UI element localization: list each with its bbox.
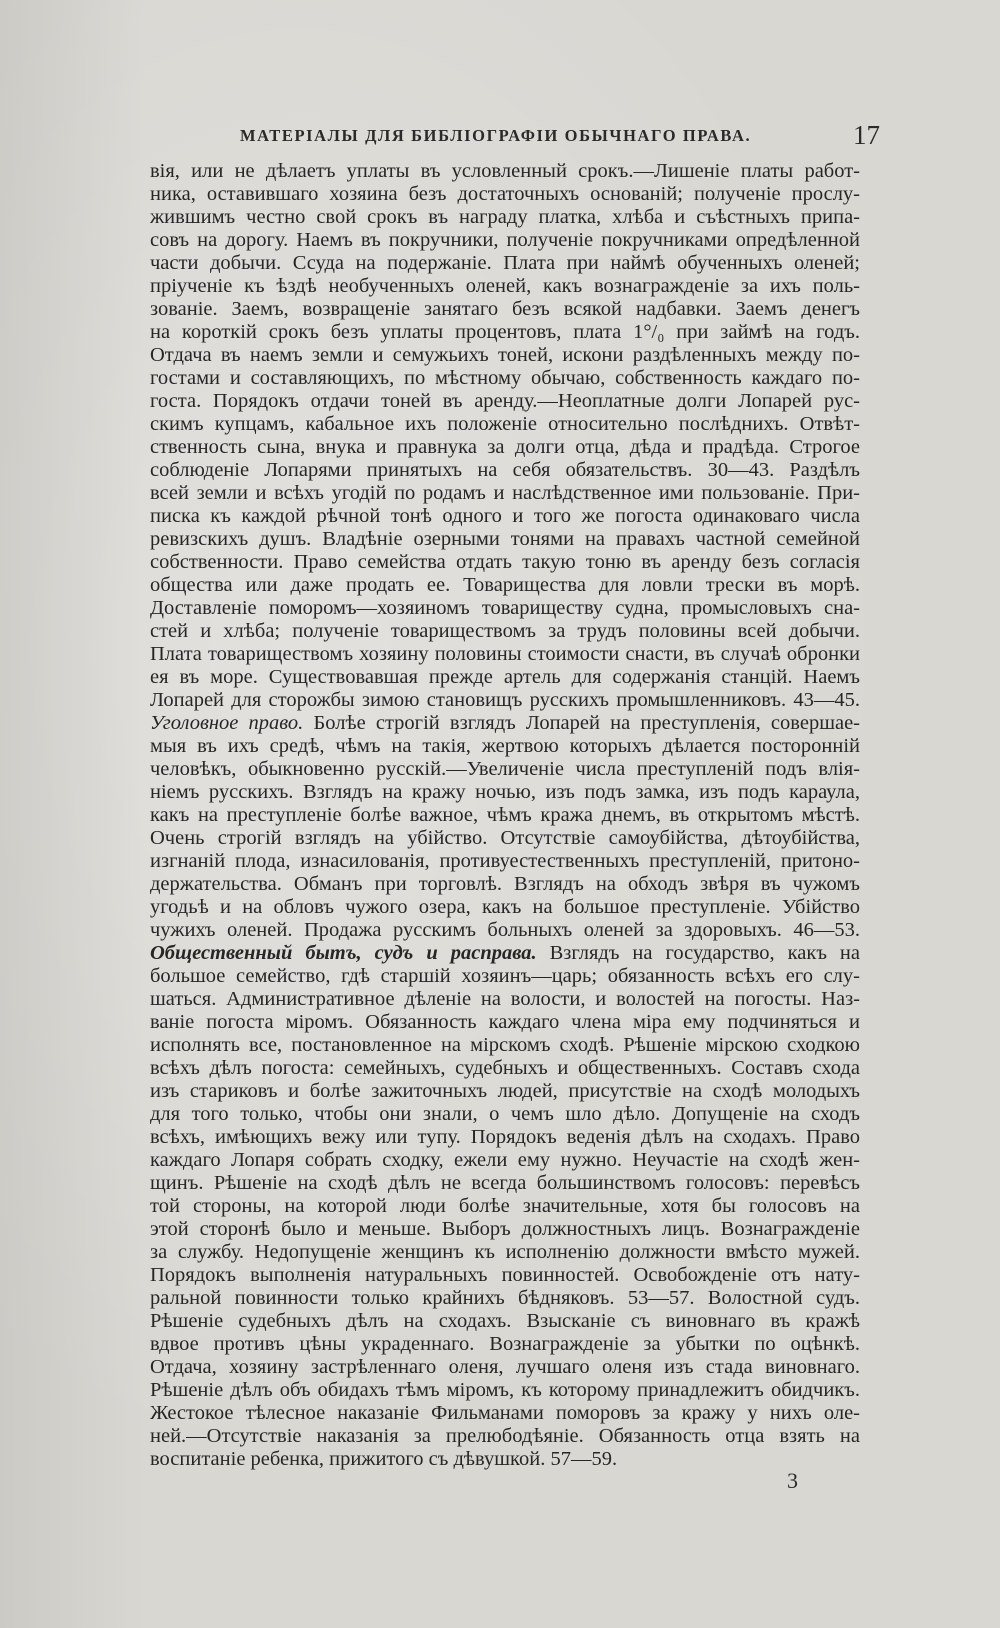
text-line: [150, 1218, 860, 1241]
text-line: [150, 459, 860, 482]
text-line: [150, 666, 860, 689]
text-line: [150, 850, 860, 873]
text-line: [150, 735, 860, 758]
line-text: совъ на дорогу. Наемъ въ покручники, полученіе покручниками опредѣленной: [150, 229, 860, 251]
line-text: ственность сына, внука и правнука за долги отца, дѣда и прадѣда. Строгое: [150, 436, 860, 458]
line-text: держательства. Обманъ при торговлѣ. Взглядъ на обходъ звѣря въ чужомъ: [150, 873, 860, 895]
line-text: мыя въ ихъ средѣ, чѣмъ на такія, жертвою которыхъ дѣлается посторонній: [150, 735, 860, 757]
text-line: [150, 344, 860, 367]
text-line: [150, 1126, 860, 1149]
text-line: [150, 965, 860, 988]
text-line: [150, 827, 860, 850]
running-title: МАТЕРІАЛЫ ДЛЯ БИБЛІОГРАФІИ ОБЫЧНАГО ПРАВА.: [240, 126, 752, 145]
text-line: [150, 275, 860, 298]
line-text: этой сторонѣ было и меньше. Выборъ должностныхъ лицъ. Вознагражденіе: [150, 1218, 860, 1240]
line-text: стей и хлѣба; полученіе товариществомъ за трудъ половины всей добычи.: [150, 620, 860, 642]
line-text: Рѣшеніе дѣлъ объ обидахъ тѣмъ міромъ, къ которому принадлежитъ обидчикъ.: [150, 1379, 860, 1401]
line-text: Болѣе строгій взглядъ Лопарей на преступленія, совершае-: [303, 712, 860, 734]
line-text: ней.—Отсутствіе наказанія за прелюбодѣяніе. Обязанность отца взять на: [150, 1425, 860, 1447]
text-line: [150, 1034, 860, 1057]
line-text: госта. Порядокъ отдачи тоней въ аренду.—Неоплатные долги Лопарей рус-: [150, 390, 860, 412]
line-text: всѣхъ, имѣющихъ вежу или тупу. Порядокъ веденія дѣлъ на сходахъ. Право: [150, 1126, 860, 1148]
line-text: угодьѣ и на обловъ чужого озера, какъ на большое преступленіе. Убійство: [150, 896, 860, 918]
line-text: вія, или не дѣлаетъ уплаты въ условленный срокъ.—Лишеніе платы работ-: [150, 160, 860, 182]
text-line: [150, 1080, 860, 1103]
text-line: [150, 160, 860, 183]
page-number: 17: [853, 120, 880, 150]
line-text: Взглядъ на государство, какъ на: [536, 942, 860, 964]
text-line: [150, 482, 860, 505]
text-line: [150, 1356, 860, 1379]
text-line: [150, 1287, 860, 1310]
section-heading: Общественный бытъ, судъ и расправа.: [150, 942, 537, 964]
line-text: соблюденіе Лопарями принятыхъ на себя обязательствъ. 30—43. Раздѣлъ: [150, 459, 860, 481]
text-line: [150, 574, 860, 597]
line-text: Отдача въ наемъ земли и семужьихъ тоней, искони раздѣленныхъ между по-: [150, 344, 860, 366]
line-text: шаться. Административное дѣленіе на волости, и волостей на погосты. Наз-: [150, 988, 860, 1010]
text-line: [150, 781, 860, 804]
text-line: [150, 1195, 860, 1218]
line-text: всей земли и всѣхъ угодій по родамъ и наслѣдственное ими пользованіе. При-: [150, 482, 860, 504]
line-text: собственности. Право семейства отдать такую тоню въ аренду безъ согласія: [150, 551, 860, 573]
line-text: Порядокъ выполненія натуральныхъ повинностей. Освобожденіе отъ нату-: [150, 1264, 860, 1286]
line-text: скимъ купцамъ, кабальное ихъ положеніе относительно послѣднихъ. Отвѣт-: [150, 413, 860, 435]
text-line: [150, 1333, 860, 1356]
text-line: [150, 896, 860, 919]
text-line: [150, 252, 860, 275]
page-header: [150, 118, 880, 152]
line-text: ея въ море. Существовавшая прежде артель для содержанія станцій. Наемъ: [150, 666, 860, 688]
line-text: всѣхъ дѣлъ погоста: семейныхъ, судебныхъ и общественныхъ. Составъ схода: [150, 1057, 860, 1079]
line-text: писка къ каждой рѣчной тонѣ одного и того же погоста одинаковаго числа: [150, 505, 860, 527]
line-text: ральной повинности только крайнихъ бѣдняковъ. 53—57. Волостной судъ.: [150, 1287, 860, 1309]
text-line: [150, 505, 860, 528]
text-line: [150, 1057, 860, 1080]
text-line: [150, 919, 860, 942]
text-line: [150, 873, 860, 896]
text-line: [150, 1425, 860, 1448]
line-text: на короткій срокъ безъ уплаты процентовъ, плата 1°/₀ при займѣ на годъ.: [150, 321, 860, 343]
line-text: какъ на преступленіе болѣе важное, чѣмъ кража днемъ, въ открытомъ мѣстѣ.: [150, 804, 860, 826]
text-line: [150, 620, 860, 643]
line-text: каждаго Лопаря собрать сходку, ежели ему нужно. Неучастіе на сходѣ жен-: [150, 1149, 860, 1171]
line-text: ревизскихъ душъ. Владѣніе озерными тонями на правахъ частной семейной: [150, 528, 860, 550]
line-text: Жестокое тѣлесное наказаніе Фильманами поморовъ за кражу у нихъ оле-: [150, 1402, 860, 1424]
text-line: [150, 1241, 860, 1264]
line-text: воспитаніе ребенка, прижитого съ дѣвушкой. 57—59.: [150, 1448, 618, 1470]
line-text: Лопарей для сторожбы зимою становищъ русскихъ промышленниковъ. 43—45.: [150, 689, 860, 711]
line-text: Отдача, хозяину застрѣленнаго оленя, лучшаго оленя изъ стада виновнаго.: [150, 1356, 860, 1378]
text-line: [150, 643, 860, 666]
page-edge-shadow: [0, 0, 145, 1628]
line-text: щинъ. Рѣшеніе на сходѣ дѣлъ не всегда большинствомъ голосовъ: перевѣсъ: [150, 1172, 860, 1194]
text-line: [150, 758, 860, 781]
line-text: ваніе погоста міромъ. Обязанность каждаго члена міра ему подчиняться и: [150, 1011, 860, 1033]
text-line: [150, 1379, 860, 1402]
line-text: зованіе. Заемъ, возвращеніе занятаго безъ всякой надбавки. Заемъ денегъ: [150, 298, 860, 320]
text-line: [150, 413, 860, 436]
line-text: для того только, чтобы они знали, о чемъ шло дѣло. Допущеніе на сходъ: [150, 1103, 860, 1125]
text-line: [150, 390, 860, 413]
text-line: [150, 1103, 860, 1126]
text-line: [150, 1448, 860, 1471]
text-line: [150, 551, 860, 574]
text-line: [150, 689, 860, 712]
text-line: [150, 804, 860, 827]
line-text: исполнять все, постановленное на мірскомъ сходѣ. Рѣшеніе мірскою сходкою: [150, 1034, 860, 1056]
text-line: [150, 712, 860, 735]
line-text: Плата товариществомъ хозяину половины стоимости снасти, въ случаѣ обронки: [150, 643, 860, 665]
line-text: ника, оставившаго хозяина безъ достаточныхъ основаній; полученіе прослу-: [150, 183, 860, 205]
text-line: [150, 1172, 860, 1195]
text-line: [150, 988, 860, 1011]
line-text: жившимъ честно свой срокъ въ награду платка, хлѣба и съѣстныхъ припа-: [150, 206, 860, 228]
section-heading: Уголовное право.: [150, 712, 304, 734]
text-line: [150, 1149, 860, 1172]
text-line: [150, 367, 860, 390]
line-text: ніемъ русскихъ. Взглядъ на кражу ночью, изъ подъ замка, изъ подъ караула,: [150, 781, 860, 803]
text-line: [150, 298, 860, 321]
text-line: [150, 597, 860, 620]
line-text: изгнаній плода, изнасилованія, противуестественныхъ преступленій, притоно-: [150, 850, 860, 872]
text-line: [150, 1011, 860, 1034]
text-line: [150, 206, 860, 229]
text-line: [150, 1264, 860, 1287]
line-text: чужихъ оленей. Продажа русскимъ больныхъ оленей за здоровыхъ. 46—53.: [150, 919, 860, 941]
line-text: пріученіе къ ѣздѣ необученныхъ оленей, какъ вознагражденіе за ихъ поль-: [150, 275, 860, 297]
signature-mark: 3: [787, 1468, 798, 1493]
text-line: [150, 528, 860, 551]
line-text: Рѣшеніе судебныхъ дѣлъ на сходахъ. Взысканіе съ виновнаго въ кражѣ: [150, 1310, 860, 1332]
line-text: Доставленіе поморомъ—хозяиномъ товариществу судна, промысловыхъ сна-: [150, 597, 860, 619]
text-line: [150, 436, 860, 459]
text-line: [150, 1310, 860, 1333]
line-text: общества или даже продать ее. Товарищества для ловли трески въ морѣ.: [150, 574, 860, 596]
text-line: [150, 321, 860, 344]
line-text: большое семейство, гдѣ старшій хозяинъ—царь; обязанность всѣхъ его слу-: [150, 965, 860, 987]
line-text: человѣкъ, обыкновенно русскій.—Увеличеніе числа преступленій подъ влія-: [150, 758, 860, 780]
text-line: [150, 183, 860, 206]
line-text: гостами и составляющихъ, по мѣстному обычаю, собственность каждаго по-: [150, 367, 860, 389]
line-text: вдвое противъ цѣны украденнаго. Вознагражденіе за убытки по оцѣнкѣ.: [150, 1333, 860, 1355]
text-line: [150, 229, 860, 252]
body-text: [150, 160, 860, 1471]
text-line: [150, 1402, 860, 1425]
line-text: той стороны, на которой люди болѣе значительные, хотя бы голосовъ на: [150, 1195, 860, 1217]
line-text: изъ стариковъ и болѣе зажиточныхъ людей, присутствіе на сходѣ молодыхъ: [150, 1080, 860, 1102]
line-text: Очень строгій взглядъ на убійство. Отсутствіе самоубійства, дѣтоубійства,: [150, 827, 860, 849]
line-text: за службу. Недопущеніе женщинъ къ исполненію должности вмѣсто мужей.: [150, 1241, 860, 1263]
text-line: [150, 942, 860, 965]
line-text: части добычи. Ссуда на подержаніе. Плата при наймѣ обученныхъ оленей;: [150, 252, 860, 274]
